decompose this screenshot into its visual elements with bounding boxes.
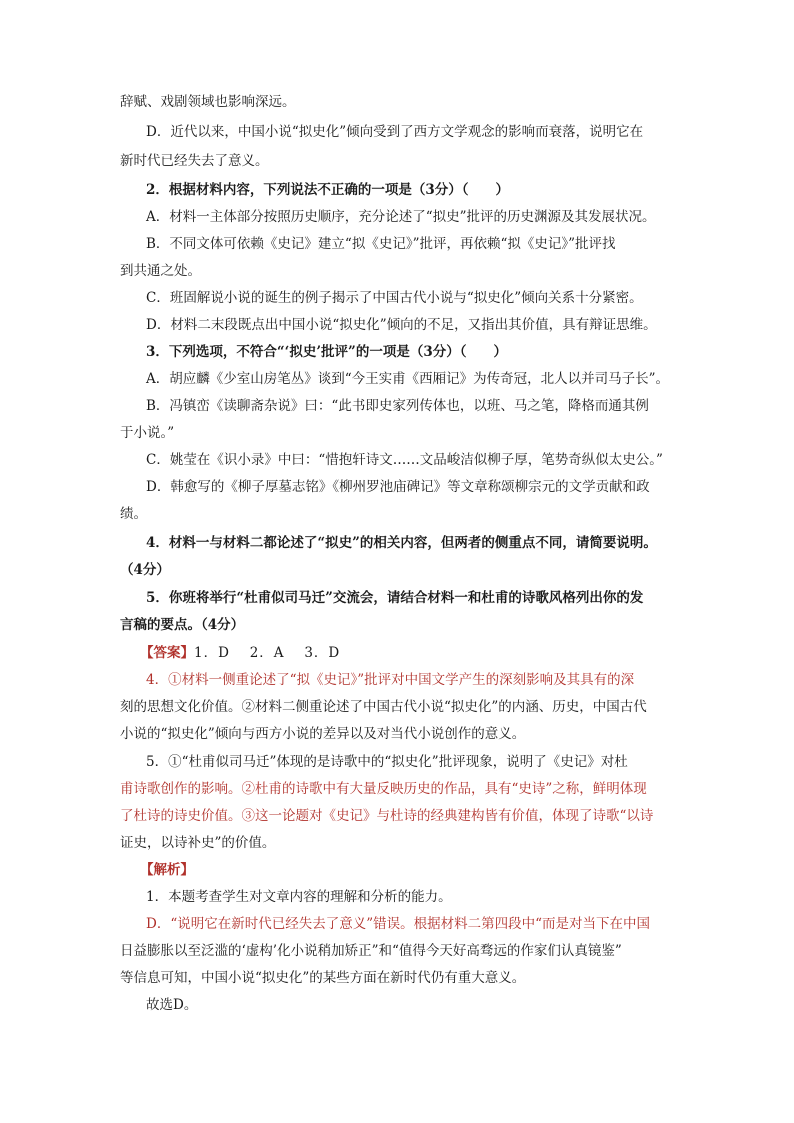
analysis-1: 1．本题考查学生对文章内容的理解和分析的能力。 [146, 889, 452, 905]
answer-4-line-1: 4．①材料一侧重论述了“拟《史记》”批评对中国文学产生的深刻影响及其具有的深 [146, 672, 635, 688]
answer-tag: 【答案】 [140, 645, 194, 661]
question-5-continuation: 言稿的要点。（4分） [120, 617, 245, 633]
question-5: 5．你班将举行“杜甫似司马迁”交流会，请结合材料一和杜甫的诗歌风格列出你的发 [146, 590, 644, 606]
answer-5-line-3: 了杜诗的诗史价值。③这一论题对《史记》与杜诗的经典建构皆有价值，体现了诗歌“以诗 [120, 808, 654, 824]
analysis-tag: 【解析】 [140, 862, 194, 878]
answer-4-line-3: 小说的“拟史化”倾向与西方小说的差异以及对当代小说创作的意义。 [120, 726, 526, 742]
q2-option-b-continuation: 到共通之处。 [120, 263, 201, 279]
q3-option-c: C．姚莹在《识小录》中曰：“惜抱轩诗文……文品峻洁似柳子厚，笔势奇纵似太史公。” [146, 452, 663, 468]
question-4: 4．材料一与材料二都论述了“拟史”的相关内容，但两者的侧重点不同，请简要说明。 [146, 535, 657, 551]
option-c-continuation: 辞赋、戏剧领域也影响深远。 [120, 94, 296, 110]
answer-5-line-4: 证史，以诗补史”的价值。 [120, 835, 276, 851]
q1-option-d: D．近代以来，中国小说“拟史化”倾向受到了西方文学观念的影响而衰落，说明它在 [146, 124, 644, 140]
q3-option-b: B．冯镇峦《读聊斋杂说》曰：“此书即史家列传体也，以班、马之笔，降格而通其例 [146, 398, 649, 414]
q2-option-c: C．班固解说小说的诞生的例子揭示了中国古代小说与“拟史化”倾向关系十分紧密。 [146, 290, 643, 306]
q3-option-a: A．胡应麟《少室山房笔丛》谈到“今王实甫《西厢记》为传奇冠，北人以并司马子长”。 [146, 371, 670, 387]
q1-option-d-continuation: 新时代已经失去了意义。 [120, 153, 269, 169]
q2-option-d: D．材料二末段既点出中国小说“拟史化”倾向的不足，又指出其价值，具有辩证思维。 [146, 317, 657, 333]
q3-option-d: D．韩愈写的《柳子厚墓志铭》《柳州罗池庙碑记》等文章称颂柳宗元的文学贡献和政 [146, 479, 650, 495]
answer-5-line-1: 5．①“杜甫似司马迁”体现的是诗歌中的“拟史化”批评现象，说明了《史记》对杜 [146, 754, 628, 770]
analysis-1-conclusion: 故选D。 [146, 997, 198, 1013]
analysis-1-d-line-3: 等信息可知，中国小说“拟史化”的某些方面在新时代仍有重大意义。 [120, 970, 526, 986]
q3-option-b-continuation: 于小说。” [120, 425, 175, 441]
question-3: 3．下列选项，不符合“‘拟史’批评”的一项是（3分）（ ） [146, 344, 507, 360]
q2-option-a: A．材料一主体部分按照历史顺序，充分论述了“拟史”批评的历史渊源及其发展状况。 [146, 209, 656, 225]
answer-line [140, 643, 340, 663]
answer-4-line-2: 刻的思想文化价值。②材料二侧重论述了中国古代小说“拟史化”的内涵、历史，中国古代 [120, 699, 647, 715]
question-2: 2．根据材料内容，下列说法不正确的一项是（3分）（ ） [146, 182, 510, 198]
answer-5-line-2: 甫诗歌创作的影响。②杜甫的诗歌中有大量反映历史的作品，具有“史诗”之称，鲜明体现 [120, 781, 647, 797]
analysis-1-d-line-2: 日益膨胀以至泛滥的‘虚构’化小说稍加矫正”和“值得今天好高骛远的作家们认真镜鉴” [120, 943, 622, 959]
q2-option-b: B．不同文体可依赖《史记》建立“拟《史记》”批评，再依赖“拟《史记》”批评找 [146, 236, 616, 252]
q3-option-d-continuation: 绩。 [120, 506, 147, 522]
question-4-score: （4分） [120, 562, 170, 578]
answer-choices: 1．D 2．A 3．D [194, 645, 341, 661]
analysis-1-d-line-1: D．“说明它在新时代已经失去了意义”错误。根据材料二第四段中“而是对当下在中国 [146, 916, 651, 932]
